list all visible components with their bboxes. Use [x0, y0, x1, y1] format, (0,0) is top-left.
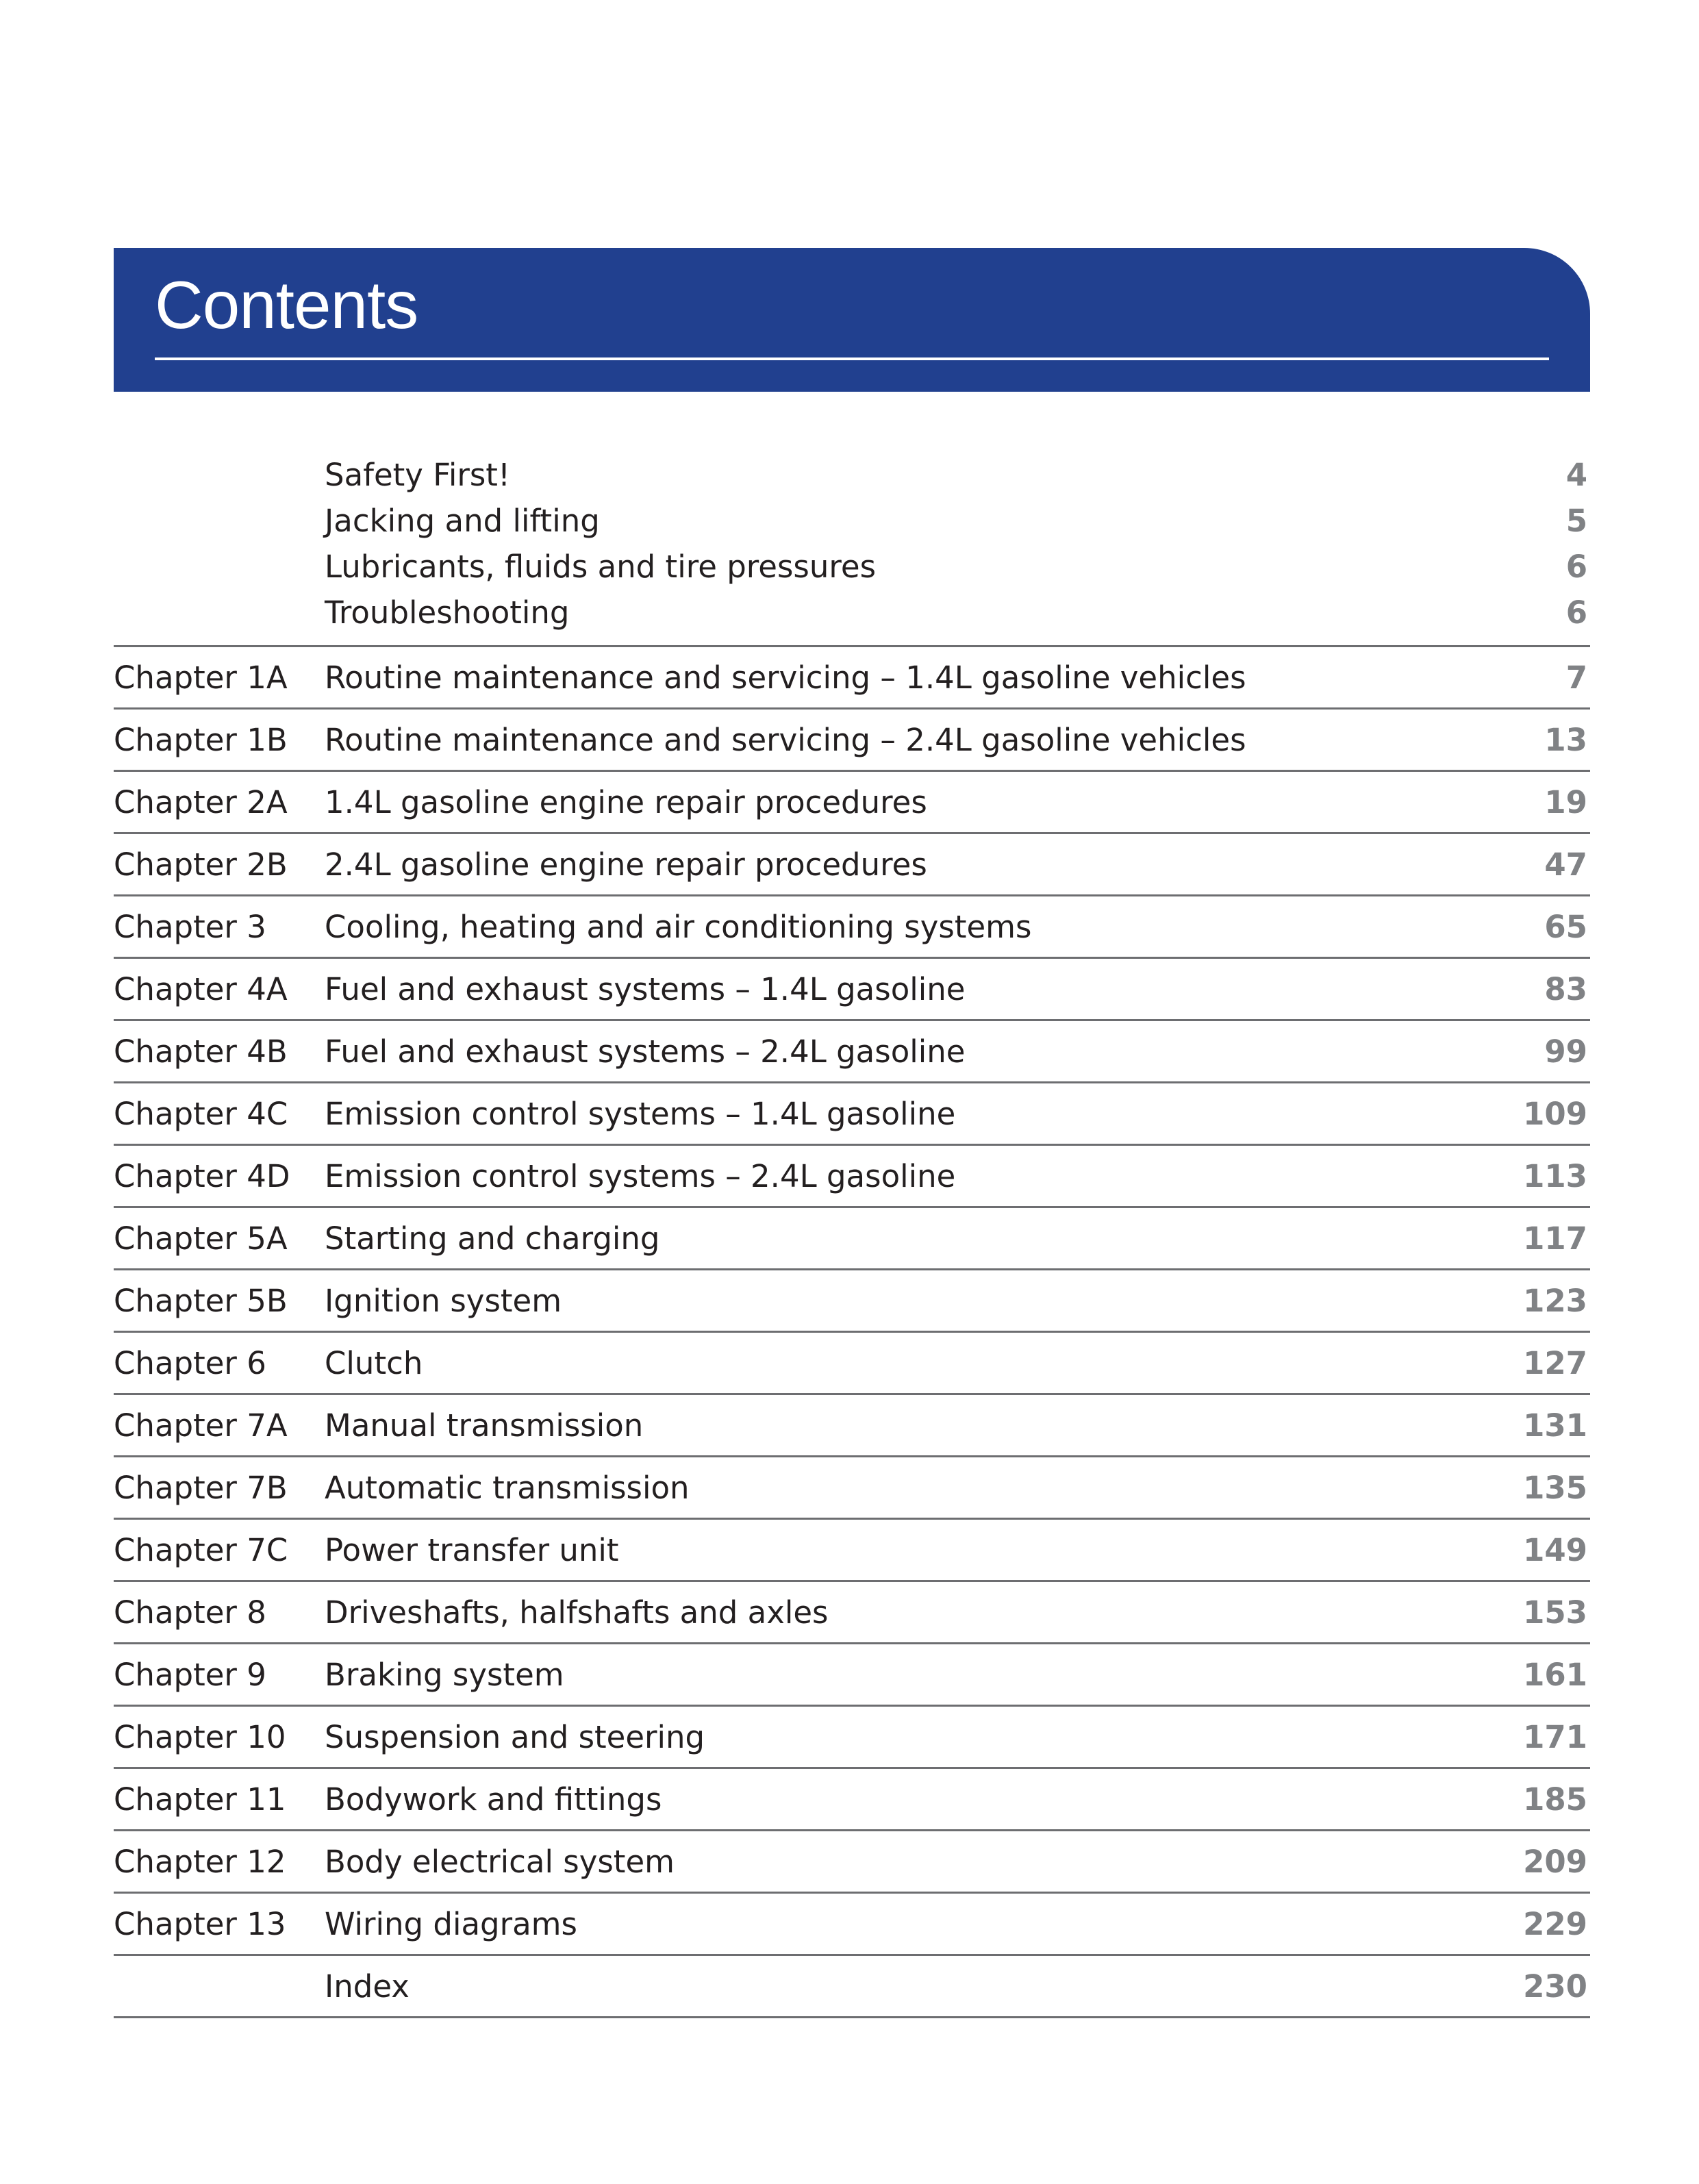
index-page-number: 230: [1523, 1968, 1587, 2005]
chapter-number: Chapter 5A: [114, 1220, 288, 1257]
chapter-row[interactable]: [114, 896, 1590, 959]
chapter-number: Chapter 9: [114, 1656, 266, 1693]
entry-title: Lubricants, fluids and tire pressures: [325, 549, 877, 585]
chapter-title: 1.4L gasoline engine repair procedures: [325, 783, 927, 820]
chapter-title: Ignition system: [325, 1282, 562, 1319]
chapter-page-number: 47: [1544, 846, 1587, 883]
chapter-number: Chapter 4D: [114, 1157, 290, 1194]
chapter-page-number: 117: [1523, 1220, 1587, 1257]
chapter-number: Chapter 7B: [114, 1469, 288, 1506]
chapter-page-number: 185: [1523, 1781, 1587, 1818]
chapter-title: Emission control systems – 2.4L gasoline: [325, 1157, 956, 1194]
chapter-number: Chapter 6: [114, 1344, 266, 1381]
chapter-title: Emission control systems – 1.4L gasoline: [325, 1095, 956, 1132]
chapter-row[interactable]: [114, 1146, 1590, 1208]
entry-title: Safety First!: [325, 457, 510, 493]
chapter-row[interactable]: [114, 1208, 1590, 1270]
chapter-title: Power transfer unit: [325, 1531, 619, 1568]
chapter-row[interactable]: [114, 1707, 1590, 1769]
chapter-number: Chapter 7C: [114, 1531, 288, 1568]
chapter-row[interactable]: [114, 1457, 1590, 1520]
chapter-page-number: 13: [1544, 721, 1587, 758]
chapter-row[interactable]: [114, 1083, 1590, 1146]
chapter-number: Chapter 4B: [114, 1033, 288, 1070]
chapter-title: Body electrical system: [325, 1843, 675, 1880]
chapter-title: Routine maintenance and servicing – 2.4L gasoline vehicles: [325, 721, 1246, 758]
chapter-number: Chapter 10: [114, 1718, 286, 1755]
chapter-number: Chapter 3: [114, 908, 266, 945]
chapter-row[interactable]: [114, 1582, 1590, 1644]
chapter-row[interactable]: [114, 647, 1590, 710]
chapter-page-number: 65: [1544, 908, 1587, 945]
intro-entry[interactable]: [114, 544, 1590, 590]
chapter-row[interactable]: [114, 1831, 1590, 1894]
chapter-title: Cooling, heating and air conditioning systems: [325, 908, 1032, 945]
chapter-page-number: 109: [1523, 1095, 1587, 1132]
chapter-title: Suspension and steering: [325, 1718, 705, 1755]
chapter-page-number: 153: [1523, 1594, 1587, 1631]
chapter-row[interactable]: [114, 1894, 1590, 1956]
chapter-number: Chapter 2B: [114, 846, 288, 883]
chapter-page-number: 19: [1544, 783, 1587, 820]
chapter-number: Chapter 5B: [114, 1282, 288, 1319]
chapter-row[interactable]: [114, 1395, 1590, 1457]
intro-entry[interactable]: [114, 590, 1590, 636]
chapter-row[interactable]: [114, 1333, 1590, 1395]
index-row[interactable]: [114, 1956, 1590, 2018]
chapter-number: Chapter 4A: [114, 970, 288, 1007]
chapter-row[interactable]: [114, 710, 1590, 772]
chapter-page-number: 127: [1523, 1344, 1587, 1381]
chapter-row[interactable]: [114, 1021, 1590, 1083]
chapter-number: Chapter 7A: [114, 1407, 288, 1444]
chapter-page-number: 209: [1523, 1843, 1587, 1880]
entry-page-number: 5: [1565, 503, 1587, 539]
chapter-title: Starting and charging: [325, 1220, 660, 1257]
chapter-title: Bodywork and fittings: [325, 1781, 662, 1818]
chapter-title: Wiring diagrams: [325, 1905, 577, 1942]
chapter-number: Chapter 1B: [114, 721, 288, 758]
entry-title: Troubleshooting: [325, 594, 570, 631]
entry-page-number: 6: [1565, 594, 1587, 631]
chapter-page-number: 99: [1544, 1033, 1587, 1070]
entry-title: Jacking and lifting: [325, 503, 600, 539]
chapter-table: [114, 645, 1590, 2018]
chapter-page-number: 83: [1544, 970, 1587, 1007]
chapter-number: Chapter 2A: [114, 783, 288, 820]
intro-entry[interactable]: [114, 452, 1590, 498]
header-underline: [155, 357, 1549, 360]
chapter-row[interactable]: [114, 1644, 1590, 1707]
contents-header-banner: [114, 248, 1590, 392]
entry-page-number: 4: [1565, 457, 1587, 493]
chapter-number: Chapter 13: [114, 1905, 286, 1942]
chapter-page-number: 171: [1523, 1718, 1587, 1755]
chapter-number: Chapter 8: [114, 1594, 266, 1631]
chapter-page-number: 113: [1523, 1157, 1587, 1194]
chapter-row[interactable]: [114, 1769, 1590, 1831]
chapter-row[interactable]: [114, 1270, 1590, 1333]
chapter-page-number: 229: [1523, 1905, 1587, 1942]
chapter-title: Automatic transmission: [325, 1469, 690, 1506]
chapter-page-number: 135: [1523, 1469, 1587, 1506]
chapter-page-number: 149: [1523, 1531, 1587, 1568]
chapter-page-number: 7: [1565, 659, 1587, 696]
chapter-title: Routine maintenance and servicing – 1.4L gasoline vehicles: [325, 659, 1246, 696]
intro-entry[interactable]: [114, 498, 1590, 544]
chapter-number: Chapter 4C: [114, 1095, 288, 1132]
chapter-page-number: 131: [1523, 1407, 1587, 1444]
chapter-row[interactable]: [114, 1520, 1590, 1582]
chapter-title: Driveshafts, halfshafts and axles: [325, 1594, 829, 1631]
intro-entries-list: [114, 452, 1590, 636]
chapter-title: Braking system: [325, 1656, 564, 1693]
page-title: Contents: [155, 267, 418, 342]
chapter-page-number: 161: [1523, 1656, 1587, 1693]
chapter-title: Fuel and exhaust systems – 1.4L gasoline: [325, 970, 966, 1007]
chapter-title: Fuel and exhaust systems – 2.4L gasoline: [325, 1033, 966, 1070]
chapter-row[interactable]: [114, 772, 1590, 834]
chapter-number: Chapter 1A: [114, 659, 288, 696]
index-title: Index: [325, 1968, 410, 2005]
chapter-number: Chapter 11: [114, 1781, 286, 1818]
chapter-row[interactable]: [114, 959, 1590, 1021]
chapter-row[interactable]: [114, 834, 1590, 896]
chapter-title: 2.4L gasoline engine repair procedures: [325, 846, 927, 883]
chapter-title: Manual transmission: [325, 1407, 644, 1444]
entry-page-number: 6: [1565, 549, 1587, 585]
chapter-title: Clutch: [325, 1344, 423, 1381]
chapter-number: Chapter 12: [114, 1843, 286, 1880]
chapter-page-number: 123: [1523, 1282, 1587, 1319]
